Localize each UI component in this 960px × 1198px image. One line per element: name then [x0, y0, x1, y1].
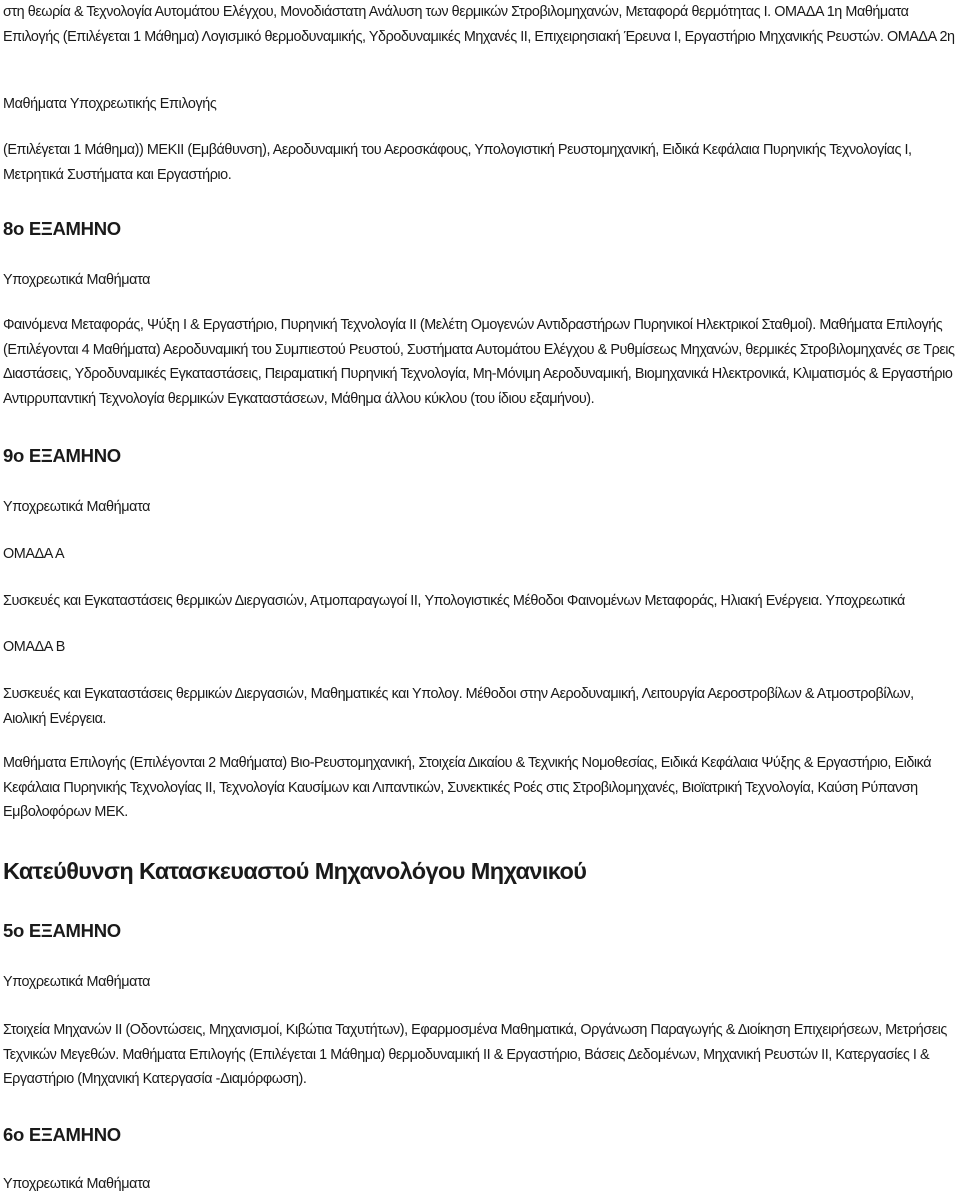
- section-title-constructor: Κατεύθυνση Κατασκευαστού Μηχανολόγου Μηχανικού: [3, 858, 587, 884]
- group-b-label: ΟΜΑΔΑ Β: [3, 639, 65, 655]
- paragraph-group-b: Συσκευές και Εγκαταστάσεις θερμικών Διεργασιών, Μαθηματικές και Υπολογ. Μέθοδοι στην Αεροδυναμική, Λειτουργία Αεροστροβίλων & Ατμοστροβίλων, Αιολική Ενέργεια.: [3, 686, 914, 727]
- semester-heading-5: 5ο ΕΞΑΜΗΝΟ: [3, 920, 121, 941]
- semester-heading-6: 6ο ΕΞΑΜΗΝΟ: [3, 1124, 121, 1145]
- subheading-mandatory-8: Υποχρεωτικά Μαθήματα: [3, 272, 151, 288]
- subheading-required-electives: Μαθήματα Υποχρεωτικής Επιλογής: [3, 96, 217, 112]
- paragraph-semester-5: Στοιχεία Μηχανών II (Οδοντώσεις, Μηχανισμοί, Κιβώτια Ταχυτήτων), Εφαρμοσμένα Μαθηματικά, Οργάνωση Παραγωγής & Διοίκηση Επιχειρήσεων, Μετρήσεις Τεχνικών Μεγεθών. Μαθήματα Επιλογής (Επιλέγεται 1 Μάθημα) θερμοδυναμική II & Εργαστήριο, Βάσεις Δεδομένων, Μηχανική Ρευστών II, Κατεργασίες I & Εργαστήριο (Μηχανική Κατεργασία -Διαμόρφωση).: [3, 1022, 947, 1087]
- paragraph-intro: στη θεωρία & Τεχνολογία Αυτομάτου Ελέγχου, Μονοδιάστατη Ανάλυση των θερμικών Στροβιλομηχανών, Μεταφορά θερμότητας I. ΟΜΑΔΑ 1η Μαθήματα Επιλογής (Επιλέγεται 1 Μάθημα) Λογισμικό θερμοδυναμικής, Υδροδυναμικές Μηχανές II, Επιχειρησιακή Έρευνα I, Εργαστήριο Μηχανικής Ρευστών. ΟΜΑΔΑ 2η: [3, 4, 955, 45]
- subheading-mandatory-9: Υποχρεωτικά Μαθήματα: [3, 499, 151, 515]
- subheading-mandatory-6: Υποχρεωτικά Μαθήματα: [3, 1176, 151, 1192]
- semester-heading-8: 8ο ΕΞΑΜΗΝΟ: [3, 218, 121, 239]
- paragraph-semester-8: Φαινόμενα Μεταφοράς, Ψύξη I & Εργαστήριο, Πυρηνική Τεχνολογία II (Μελέτη Ομογενών Αντιδραστήρων Πυρηνικοί Ηλεκτρικοί Σταθμοί). Μαθήματα Επιλογής (Επιλέγονται 4 Μαθήματα) Αεροδυναμική του Συμπιεστού Ρευστού, Συστήματα Αυτομάτου Ελέγχου & Ρυθμίσεως Μηχανών, θερμικές Στροβιλομηχανές σε Τρεις Διαστάσεις, Υδροδυναμικές Εγκαταστάσεις, Πειραματική Πυρηνική Τεχνολογία, Μη-Μόνιμη Αεροδυναμική, Βιομηχανικά Ηλεκτρονικά, Κλιματισμός & Εργαστήριο Αντιρρυπαντική Τεχνολογία θερμικών Εγκαταστάσεων, Μάθημα άλλου κύκλου (του ίδιου εξαμήνου).: [3, 317, 955, 407]
- semester-heading-9: 9ο ΕΞΑΜΗΝΟ: [3, 445, 121, 466]
- group-a-label: ΟΜΑΔΑ Α: [3, 546, 65, 562]
- subheading-mandatory-5: Υποχρεωτικά Μαθήματα: [3, 974, 151, 990]
- paragraph-group-a: Συσκευές και Εγκαταστάσεις θερμικών Διεργασιών, Ατμοπαραγωγοί II, Υπολογιστικές Μέθοδοι Φαινομένων Μεταφοράς, Ηλιακή Ενέργεια. Υποχρεωτικά: [3, 593, 905, 609]
- paragraph-electives-9: Μαθήματα Επιλογής (Επιλέγονται 2 Μαθήματα) Βιο-Ρευστομηχανική, Στοιχεία Δικαίου & Τεχνικής Νομοθεσίας, Ειδικά Κεφάλαια Ψύξης & Εργαστήριο, Ειδικά Κεφάλαια Πυρηνικής Τεχνολογίας II, Τεχνολογία Καυσίμων και Λιπαντικών, Συνεκτικές Ροές στις Στροβιλομηχανές, Βιοϊατρική Τεχνολογία, Καύση Ρύπανση Εμβολοφόρων ΜΕΚ.: [3, 755, 932, 820]
- paragraph-electives-group2: (Επιλέγεται 1 Μάθημα)) ΜΕΚΙΙ (Εμβάθυνση), Αεροδυναμική του Αεροσκάφους, Υπολογιστική Ρευστομηχανική, Ειδικά Κεφάλαια Πυρηνικής Τεχνολογίας I, Μετρητικά Συστήματα και Εργαστήριο.: [3, 142, 912, 183]
